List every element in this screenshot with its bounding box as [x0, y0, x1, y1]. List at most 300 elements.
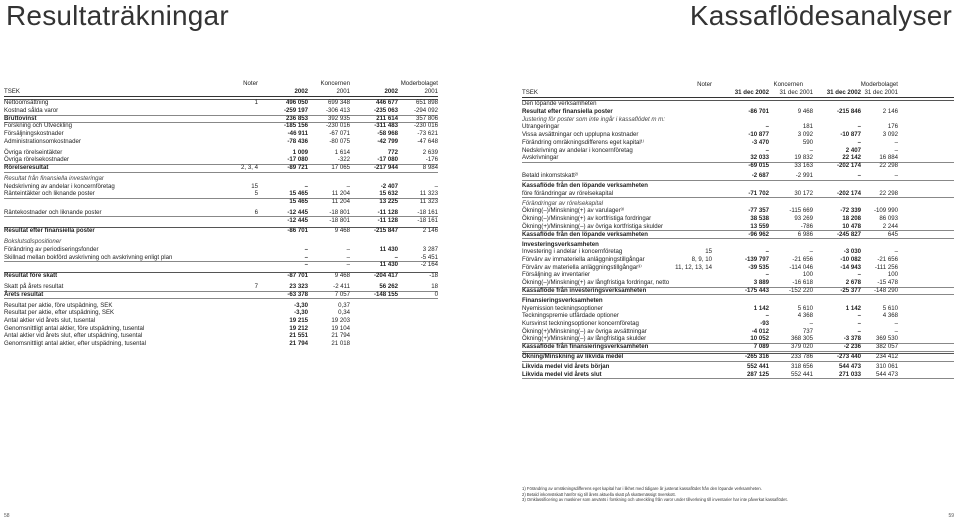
cashflow-row-value: -175 443: [744, 286, 769, 294]
cashflow-header-years: [522, 89, 954, 97]
income-row-value: 21 794: [331, 332, 350, 340]
income-row-value: 15 465: [289, 198, 308, 205]
cashflow-row-value: -215 846: [836, 108, 861, 116]
cashflow-row-value: –: [765, 271, 769, 279]
cashflow-row-value: 9 468: [797, 108, 813, 116]
cashflow-row-value: 3 889: [753, 279, 769, 287]
income-row-value: –: [304, 182, 308, 190]
cashflow-row: [522, 100, 954, 108]
page-number-left: 58: [4, 513, 10, 519]
income-row-value: 17 065: [331, 164, 350, 172]
income-row-value: 11 430: [379, 246, 398, 253]
cashflow-row: [522, 116, 954, 124]
cashflow-row-value: –: [809, 248, 813, 256]
cashflow-row-value: -3 470: [751, 138, 769, 146]
income-row-value: -215 847: [373, 227, 398, 235]
income-row: [4, 107, 438, 115]
cashflow-row-value: 100: [887, 271, 898, 279]
cashflow-row-value: 382 057: [875, 342, 898, 350]
income-row-value: 0,34: [338, 309, 350, 317]
income-row-value: 21 794: [289, 340, 308, 348]
income-row-value: –: [304, 261, 308, 269]
cashflow-row-value: -148 290: [873, 286, 898, 294]
income-row-value: 357 806: [415, 114, 438, 122]
income-row-label: Genomsnittligt antal aktier, efter utspädning, tusental: [4, 340, 146, 348]
income-row: [4, 209, 438, 217]
income-row-value: 23 323: [289, 283, 308, 291]
cashflow-row-value: 22 142: [842, 154, 861, 162]
cashflow-row-value: –: [894, 146, 898, 154]
cashflow-row: [522, 320, 954, 328]
income-row-rule: [4, 172, 438, 173]
income-row-value: -3,30: [294, 301, 308, 309]
income-row-value: -87 701: [287, 272, 308, 280]
cashflow-row-value: 3 092: [797, 131, 813, 139]
cashflow-row-value: –: [857, 271, 861, 279]
income-row-value: 19 215: [289, 317, 308, 325]
cashflow-row-value: -21 656: [792, 256, 813, 263]
income-row-value: -217 944: [373, 164, 398, 172]
cashflow-row-label: Vissa avsättningar och upplupna kostnader: [522, 131, 639, 139]
income-header-period: 2001: [336, 87, 350, 95]
cashflow-row-label: Förändring omräkningsdifferens eget kapital¹⁾: [522, 138, 645, 146]
income-row-label: Nedskrivning av andelar i koncernföretag: [4, 182, 115, 190]
cashflow-row-label: Investering i andelar i koncernföretag: [522, 248, 623, 256]
income-row-value: -311 483: [374, 122, 398, 130]
income-row-value: 19 212: [289, 324, 308, 332]
income-row-value: 1 614: [334, 148, 350, 156]
cashflow-row: [522, 231, 954, 239]
cashflow-row: [522, 312, 954, 320]
cashflow-row-value: 4 368: [797, 312, 813, 320]
income-row-label: Bokslutsdispositioner: [4, 238, 62, 246]
cashflow-row-value: -3 378: [843, 335, 861, 343]
cashflow-row-value: 234 412: [875, 353, 898, 361]
income-row-value: -18 801: [329, 216, 350, 224]
cashflow-row: [522, 305, 954, 313]
cashflow-row: [522, 200, 954, 208]
income-row-value: 21 551: [289, 332, 308, 340]
income-row-value: -86 701: [287, 227, 308, 235]
cashflow-row-value: 590: [802, 138, 813, 146]
cashflow-row: [522, 297, 954, 305]
cashflow-row-label: Försäljning av inventarier: [522, 271, 591, 279]
income-row-note: 2, 3, 4: [241, 164, 258, 172]
income-row-value: 0: [434, 290, 438, 298]
cashflow-row-value: 287 125: [746, 370, 769, 378]
income-row-note: 5: [254, 190, 258, 198]
income-row: [4, 283, 438, 291]
cashflow-row: [522, 162, 954, 170]
cashflow-row-label: Ökning(+)/Minskning(–) av övriga avsättningar: [522, 327, 647, 335]
income-row-rule: [4, 272, 438, 273]
cashflow-row-value: -111 256: [874, 263, 898, 271]
income-row-value: 3 287: [422, 246, 438, 253]
cashflow-row-value: 16 884: [879, 154, 898, 162]
cashflow-row-value: -86 701: [748, 108, 769, 116]
income-row-label: Skatt på årets resultat: [4, 283, 64, 291]
income-row-value: –: [346, 253, 350, 261]
income-row: [4, 198, 438, 206]
cashflow-row-value: 18 208: [842, 215, 861, 223]
cashflow-row-value: -25 377: [840, 286, 861, 294]
cashflow-row-value: 2 244: [882, 222, 898, 230]
cashflow-row-value: -273 440: [836, 353, 861, 361]
income-row-value: 392 935: [327, 114, 350, 122]
cashflow-row-value: -115 669: [789, 207, 813, 215]
income-row-value: -230 016: [413, 122, 438, 130]
income-row-value: -3,30: [294, 309, 308, 317]
cashflow-row-value: –: [857, 123, 861, 131]
cashflow-row: [522, 371, 954, 379]
cashflow-row-value: –: [765, 146, 769, 154]
cashflow-row-value: -77 357: [748, 207, 769, 215]
cashflow-header-group: Koncernen: [773, 81, 803, 88]
income-row: [4, 261, 438, 269]
income-row-value: 18: [431, 283, 438, 291]
cashflow-row-value: -786: [800, 222, 813, 230]
income-row-label: Försäljningskostnader: [4, 130, 64, 138]
cashflow-row-value: 544 473: [838, 363, 861, 371]
cashflow-row-value: 368 305: [790, 335, 813, 343]
income-row: [4, 122, 438, 130]
income-row: [4, 246, 438, 254]
cashflow-row-value: -96 962: [748, 230, 769, 238]
income-row-value: -89 721: [287, 164, 308, 172]
cashflow-row-value: –: [857, 319, 861, 327]
cashflow-row-value: -152 220: [788, 286, 813, 294]
income-row-value: -18 161: [417, 208, 438, 216]
cashflow-row: [522, 123, 954, 131]
income-row: [4, 183, 438, 191]
income-row-value: 11 323: [419, 190, 438, 198]
cashflow-row-value: -265 316: [744, 353, 769, 361]
income-row-label: Rörelseresultat: [4, 164, 49, 172]
cashflow-row-value: 3 092: [882, 131, 898, 139]
income-row: [4, 254, 438, 262]
income-row-value: -42 799: [377, 137, 398, 145]
income-row-value: -185 156: [283, 122, 308, 130]
cashflow-row: [522, 241, 954, 249]
income-row-value: 19 104: [331, 324, 350, 332]
income-row-value: 56 262: [379, 283, 398, 291]
cashflow-row-value: 369 530: [875, 335, 898, 343]
cashflow-row-label: Nyemission teckningsoptioner: [522, 304, 603, 312]
income-row-value: 9 468: [334, 272, 350, 280]
income-row-value: -148 155: [373, 290, 398, 298]
income-row: [4, 332, 438, 340]
cashflow-header-rule: [522, 97, 954, 98]
cashflow-row-label: Teckningspremie utfärdade optioner: [522, 312, 619, 320]
income-row-value: -46 911: [287, 130, 308, 138]
cashflow-row: [522, 154, 954, 162]
income-row-value: 0,37: [338, 301, 350, 309]
cashflow-row: [522, 215, 954, 223]
cashflow-row-value: –: [894, 171, 898, 179]
income-row: [4, 272, 438, 280]
income-header-years: [4, 88, 438, 96]
footnote: 3) Omklassificering av maskiner som använts i forskning och utveckling från varor under tillverkning till inventarier har inte påverkat kassaflödet.: [522, 497, 788, 503]
cashflow-row-label: Ökning(–)/Minskning(+) av varulager³⁾: [522, 207, 625, 215]
income-row-value: –: [304, 253, 308, 261]
cashflow-row-label: Kursvinst teckningsoptioner koncernföretag: [522, 319, 639, 327]
cashflow-row-value: 10 052: [750, 335, 769, 343]
cashflow-row-value: -2 687: [751, 171, 769, 179]
cashflow-row-value: –: [894, 319, 898, 327]
cashflow-row-value: 2 146: [882, 108, 898, 116]
cashflow-row-value: -2 991: [795, 171, 813, 179]
cashflow-row-value: 93 269: [794, 215, 813, 223]
income-row-value: 699 348: [327, 99, 350, 107]
cashflow-row-value: -3 030: [843, 248, 861, 256]
cashflow-header-period: 31 dec 2002: [734, 88, 769, 96]
income-header-rule: [4, 96, 438, 97]
cashflow-row-rule: [522, 238, 954, 239]
income-row-value: -204 417: [373, 272, 398, 280]
income-row-value: 1 009: [292, 148, 308, 156]
income-row-rule: [4, 298, 438, 299]
income-row-value: -12 445: [287, 216, 308, 224]
income-row-value: 2 639: [422, 148, 438, 156]
cashflow-row-label: Nedskrivning av andelar i koncernföretag: [522, 146, 633, 154]
cashflow-row-value: 318 656: [790, 363, 813, 371]
income-row-label: Forskning och Utveckling: [4, 122, 73, 130]
cashflow-row-rule: [522, 294, 954, 295]
cashflow-row: [522, 271, 954, 279]
cashflow-row-label: Likvida medel vid årets slut: [522, 370, 602, 378]
cashflow-row-value: -4 012: [751, 327, 769, 335]
cashflow-row-value: -2 236: [843, 342, 861, 350]
income-row-rule: [4, 99, 438, 100]
cashflow-row-value: 22 298: [879, 161, 898, 169]
cashflow-row: [522, 279, 954, 287]
income-row-value: 496 050: [285, 99, 308, 107]
cashflow-row-value: 737: [802, 327, 813, 335]
cashflow-row-label: Finansieringsverksamheten: [522, 296, 603, 304]
cashflow-row: [522, 147, 954, 155]
cashflow-row-value: 2 407: [845, 146, 861, 154]
cashflow-row-label: Förvärv av materiella anläggningstillgångar³⁾: [522, 263, 642, 271]
cashflow-row: [522, 287, 954, 295]
cashflow-row: [522, 108, 954, 116]
cashflow-row-value: 176: [887, 123, 898, 131]
cashflow-row-value: -109 990: [873, 207, 898, 215]
cashflow-row-value: 310 061: [875, 363, 898, 371]
income-row: [4, 138, 438, 146]
cashflow-row: [522, 264, 954, 272]
cashflow-row-value: -139 797: [744, 256, 769, 263]
income-header-groups: [4, 80, 438, 88]
cashflow-row-value: 13 559: [750, 222, 769, 230]
cashflow-row-label: Ökning(+)/Minskning(–) av övriga kortfristiga skulder: [522, 222, 664, 230]
income-row: [4, 149, 438, 157]
income-row-label: Kostnad sålda varor: [4, 107, 59, 115]
cashflow-row-value: -39 535: [748, 263, 769, 271]
income-row-value: -230 016: [325, 122, 350, 130]
income-row-value: -306 413: [325, 107, 350, 115]
cashflow-row-rule: [522, 180, 954, 181]
income-row-label: Förändring av periodiseringsfonder: [4, 246, 99, 253]
cashflow-header-parent: Moderbolaget: [860, 81, 898, 88]
income-row-value: -2 407: [380, 182, 398, 190]
income-row-value: -12 445: [287, 208, 308, 216]
cashflow-row: [522, 248, 954, 256]
income-row: [4, 190, 438, 198]
cashflow-row-value: -10 877: [748, 131, 769, 139]
income-row-value: 7 057: [334, 290, 350, 298]
income-row-value: -73 621: [417, 130, 438, 138]
cashflow-row-value: –: [894, 138, 898, 146]
income-row-value: -67 071: [329, 130, 350, 138]
income-row: [4, 302, 438, 310]
cashflow-row-value: 181: [802, 123, 813, 131]
cashflow-row: [522, 223, 954, 231]
income-row-note: 7: [254, 283, 258, 291]
income-row-value: -11 128: [377, 216, 398, 224]
cashflow-row-label: Justering för poster som inte ingår i kassaflödet m m:: [522, 115, 665, 123]
cashflow-row-value: -16 618: [792, 279, 813, 287]
cashflow-table: [522, 81, 954, 378]
cashflow-row: [522, 190, 954, 198]
cashflow-row-label: Avskrivningar: [522, 154, 559, 162]
income-row-value: 772: [387, 148, 398, 156]
cashflow-row-label: Utrangeringar: [522, 123, 560, 131]
cashflow-row-label: Resultat efter finansiella poster: [522, 108, 613, 116]
cashflow-row-value: -21 656: [877, 256, 898, 263]
income-row-value: -294 092: [413, 107, 438, 115]
income-row-note: 15: [251, 182, 258, 190]
income-row-label: Årets resultat: [4, 290, 44, 298]
income-row-value: –: [434, 182, 438, 190]
cashflow-header-period: 31 dec 2001: [779, 88, 813, 96]
income-statement-table: [4, 80, 438, 348]
cashflow-row-value: -14 943: [840, 263, 861, 271]
cashflow-row-value: -72 339: [840, 207, 861, 215]
cashflow-row-value: –: [809, 146, 813, 154]
income-row-value: –: [346, 261, 350, 269]
cashflow-row-rule: [522, 197, 954, 198]
income-row: [4, 164, 438, 172]
income-row-value: 11 204: [331, 190, 350, 198]
income-row-value: -80 075: [329, 137, 350, 145]
cashflow-row-label: Likvida medel vid årets början: [522, 363, 610, 371]
cashflow-row-value: –: [894, 248, 898, 256]
cashflow-row-value: 271 033: [838, 370, 861, 378]
income-row-value: -18 801: [329, 208, 350, 216]
income-row-value: 11 430: [379, 261, 398, 269]
cashflow-row-note: 11, 12, 13, 14: [675, 263, 712, 271]
income-row-value: -58 968: [377, 130, 398, 138]
cashflow-row-value: 379 020: [790, 342, 813, 350]
cashflow-row-value: 100: [802, 271, 813, 279]
cashflow-row-label: Kassaflöde från investeringsverksamheten: [522, 286, 647, 294]
cashflow-row-value: 4 368: [882, 312, 898, 320]
cashflow-row-value: 544 473: [875, 370, 898, 378]
income-row-value: 11 204: [331, 198, 350, 205]
cashflow-row-value: –: [857, 327, 861, 335]
cashflow-row-note: 8, 9, 10: [691, 256, 712, 263]
cashflow-row-value: 38 538: [750, 215, 769, 223]
cashflow-row-value: 33 163: [794, 161, 813, 169]
income-row: [4, 115, 438, 123]
cashflow-row-label: Betald inkomstskatt²⁾: [522, 171, 579, 179]
cashflow-row-value: -10 877: [840, 131, 861, 139]
income-row-value: -235 063: [373, 107, 398, 115]
cashflow-row: [522, 328, 954, 336]
cashflow-row: [522, 353, 954, 361]
cashflow-row-value: 233 786: [790, 353, 813, 361]
income-row-label: Antal aktier vid årets slut, efter utspädning, tusental: [4, 332, 143, 340]
income-row: [4, 175, 438, 183]
income-row: [4, 217, 438, 225]
income-header-period: 2002: [294, 87, 308, 95]
cashflow-footnotes: [522, 486, 954, 503]
income-row-label: Administrationsomkostnader: [4, 137, 81, 145]
cashflow-header-period: 31 dec 2002: [826, 88, 861, 96]
income-row-value: 21 018: [331, 340, 350, 348]
income-row-label: Skillnad mellan bokförd avskrivning och avskrivning enligt plan: [4, 253, 173, 261]
cashflow-row-value: –: [857, 171, 861, 179]
cashflow-row-label: Ökning/Minskning av likvida medel: [522, 353, 624, 361]
cashflow-row-value: -69 015: [748, 161, 769, 169]
income-row-label: Resultat per aktie, efter utspädning, SEK: [4, 309, 115, 317]
income-row-value: -18 161: [417, 216, 438, 224]
cashflow-row-value: –: [765, 312, 769, 320]
cashflow-row-value: -15 478: [877, 279, 898, 287]
cashflow-row-value: 5 610: [797, 304, 813, 312]
income-row-label: Övriga rörelsekostnader: [4, 156, 70, 164]
page-number-right: 59: [948, 513, 954, 519]
cashflow-row-rule: [522, 361, 954, 362]
cashflow-row-value: –: [765, 248, 769, 256]
income-statement-title: Resultaträkningar: [6, 0, 229, 31]
income-header-period: 2001: [424, 87, 438, 95]
cashflow-row-label: Investeringsverksamheten: [522, 240, 599, 248]
cashflow-row-label: Kassaflöde från den löpande verksamheten: [522, 182, 648, 190]
income-row-label: Resultat efter finansiella poster: [4, 227, 95, 235]
income-row-value: 15 632: [379, 190, 398, 198]
income-row-label: Nettoomsättning: [4, 99, 49, 107]
footnote: 1) Förändring av omräkningsdifferens eget kapital har i likhet med tidigare år justerat kassaflödet från den löpande verksamheten.: [522, 486, 762, 491]
cashflow-row-value: -71 702: [748, 189, 769, 197]
cashflow-row-rule: [522, 351, 954, 352]
cashflow-row: [522, 207, 954, 215]
cashflow-row-value: 1 142: [753, 304, 769, 312]
cashflow-row-value: -202 174: [836, 161, 861, 169]
cashflow-row: [522, 256, 954, 264]
income-header-group: Koncernen: [320, 80, 350, 87]
income-row-value: –: [394, 253, 398, 261]
cashflow-row-value: 5 610: [882, 304, 898, 312]
cashflow-row: [522, 139, 954, 147]
cashflow-row-label: Den löpande verksamheten: [522, 100, 597, 108]
income-row-value: -2 164: [420, 261, 438, 269]
cashflow-row-value: 645: [887, 230, 898, 238]
income-row-note: 6: [254, 208, 258, 216]
income-row-value: -18: [429, 272, 438, 280]
income-row-value: –: [304, 246, 308, 253]
cashflow-row-value: 22 298: [879, 189, 898, 197]
cashflow-row-value: –: [765, 123, 769, 131]
income-row-value: 2 146: [422, 227, 438, 235]
cashflow-row: [522, 172, 954, 180]
cashflow-row-value: 552 441: [790, 370, 813, 378]
income-row-label: Resultat per aktie, före utspädning, SEK: [4, 301, 113, 309]
income-row-value: -17 080: [377, 156, 398, 164]
income-row-value: 19 203: [331, 317, 350, 325]
income-row-value: -17 080: [287, 156, 308, 164]
income-row-value: -2 411: [333, 283, 350, 291]
